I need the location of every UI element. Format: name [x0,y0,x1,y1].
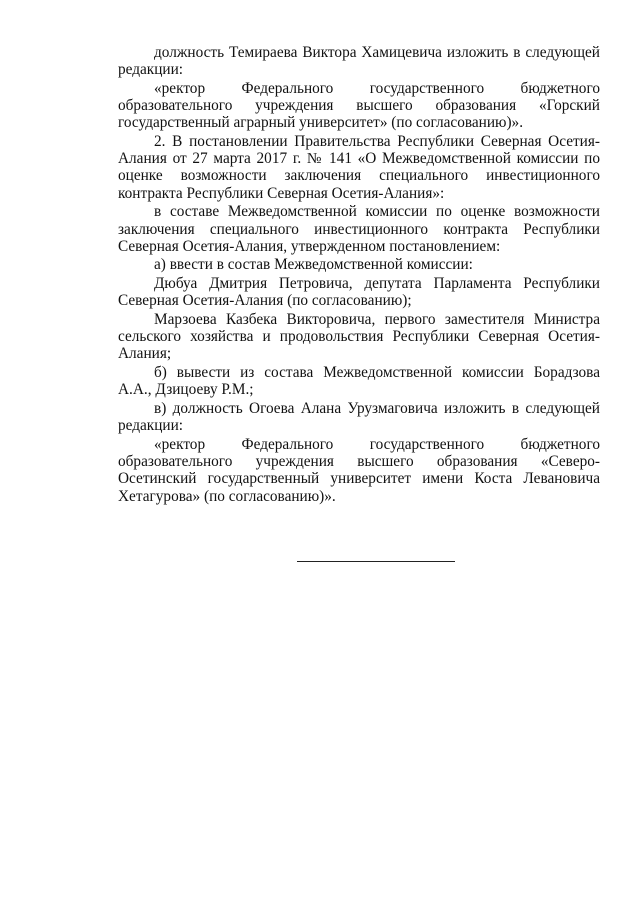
closing-rule [297,561,455,562]
paragraph: «ректор Федерального государственного бюджетного образовательного учреждения высшего образования «Северо-Осетинский государственный университет имени Коста Левановича Хетагурова» (по согласованию)». [118,435,600,505]
paragraph: а) ввести в состав Межведомственной комиссии: [154,256,473,274]
paragraph: в составе Межведомственной комиссии по оценке возможности заключения специального инвестиционного контракта Республики Северная Осетия-Алания, утвержденном постановлением: [118,203,600,255]
paragraph: должность Темираева Виктора Хамицевича изложить в следующей редакции: [118,44,600,79]
paragraph: Дюбуа Дмитрия Петровича, депутата Парламента Республики Северная Осетия-Алания (по согласованию); [118,275,600,310]
paragraph: Марзоева Казбека Викторовича, первого заместителя Министра сельского хозяйства и продовольствия Республики Северная Осетия-Алания; [118,311,600,363]
document-body [118,44,600,506]
paragraph: 2. В постановлении Правительства Республики Северная Осетия-Алания от 27 марта 2017 г. № 141 «О Межведомственной комиссии по оценке возможности заключения специального инвестиционного контракта Республики Северная Осетия-Алания»: [118,133,600,202]
paragraph: «ректор Федерального государственного бюджетного образовательного учреждения высшего образования «Горский государственный аграрный университет» (по согласованию)». [118,79,600,132]
paragraph: б) вывести из состава Межведомственной комиссии Борадзова А.А., Дзицоеву Р.М.; [118,364,600,399]
paragraph: в) должность Огоева Алана Урузмаговича изложить в следующей редакции: [118,400,600,435]
